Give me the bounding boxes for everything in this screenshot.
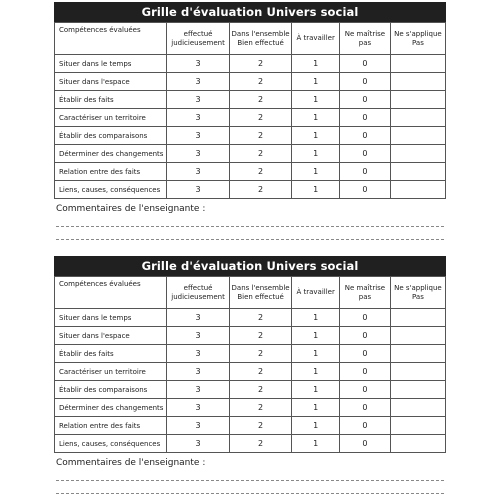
score-cell[interactable]: 0 bbox=[340, 163, 391, 181]
score-cell[interactable]: 3 bbox=[167, 163, 230, 181]
table-row bbox=[55, 145, 446, 163]
score-cell[interactable] bbox=[390, 417, 445, 435]
comment-line[interactable] bbox=[56, 468, 444, 481]
score-cell[interactable]: 0 bbox=[340, 73, 391, 91]
score-cell[interactable] bbox=[390, 363, 445, 381]
score-cell[interactable] bbox=[390, 163, 445, 181]
score-cell[interactable]: 2 bbox=[229, 109, 292, 127]
score-cell[interactable]: 3 bbox=[167, 327, 230, 345]
competency-label: Établir des comparaisons bbox=[55, 381, 167, 399]
score-cell[interactable] bbox=[390, 435, 445, 453]
score-cell[interactable]: 3 bbox=[167, 91, 230, 109]
score-cell[interactable]: 1 bbox=[292, 435, 340, 453]
competency-label: Caractériser un territoire bbox=[55, 109, 167, 127]
score-cell[interactable]: 2 bbox=[229, 345, 292, 363]
table-row bbox=[55, 363, 446, 381]
score-cell[interactable]: 1 bbox=[292, 145, 340, 163]
column-header: Compétences évaluées bbox=[55, 277, 167, 309]
competency-label: Relation entre des faits bbox=[55, 417, 167, 435]
competency-label: Établir des faits bbox=[55, 91, 167, 109]
score-cell[interactable]: 3 bbox=[167, 417, 230, 435]
table-row bbox=[55, 163, 446, 181]
column-header: Ne s'applique Pas bbox=[390, 23, 445, 55]
column-header: Compétences évaluées bbox=[55, 23, 167, 55]
competency-label: Situer dans l'espace bbox=[55, 73, 167, 91]
score-cell[interactable]: 1 bbox=[292, 327, 340, 345]
column-header: Ne s'applique Pas bbox=[390, 277, 445, 309]
score-cell[interactable]: 3 bbox=[167, 399, 230, 417]
comment-line[interactable] bbox=[56, 481, 444, 494]
competency-label: Situer dans l'espace bbox=[55, 327, 167, 345]
score-cell[interactable]: 3 bbox=[167, 435, 230, 453]
score-cell[interactable]: 1 bbox=[292, 181, 340, 199]
score-cell[interactable]: 1 bbox=[292, 399, 340, 417]
score-cell[interactable] bbox=[390, 55, 445, 73]
score-cell[interactable]: 2 bbox=[229, 327, 292, 345]
evaluation-grid-bottom bbox=[54, 256, 446, 494]
evaluation-table bbox=[54, 276, 446, 453]
score-cell[interactable]: 0 bbox=[340, 435, 391, 453]
table-row bbox=[55, 399, 446, 417]
score-cell[interactable]: 0 bbox=[340, 417, 391, 435]
score-cell[interactable] bbox=[390, 145, 445, 163]
table-row bbox=[55, 381, 446, 399]
table-row bbox=[55, 435, 446, 453]
competency-label: Établir des faits bbox=[55, 345, 167, 363]
score-cell[interactable]: 2 bbox=[229, 73, 292, 91]
competency-label: Déterminer des changements bbox=[55, 399, 167, 417]
score-cell[interactable] bbox=[390, 91, 445, 109]
score-cell[interactable]: 3 bbox=[167, 145, 230, 163]
comment-label: Commentaires de l'enseignante : bbox=[56, 204, 206, 214]
column-header: Dans l'ensemble Bien effectué bbox=[229, 277, 292, 309]
score-cell[interactable]: 3 bbox=[167, 363, 230, 381]
grid-title: Grille d'évaluation Univers social bbox=[54, 256, 446, 276]
score-cell[interactable]: 0 bbox=[340, 345, 391, 363]
score-cell[interactable]: 2 bbox=[229, 163, 292, 181]
evaluation-table bbox=[54, 22, 446, 199]
score-cell[interactable]: 3 bbox=[167, 181, 230, 199]
score-cell[interactable]: 0 bbox=[340, 55, 391, 73]
score-cell[interactable] bbox=[390, 127, 445, 145]
competency-label: Liens, causes, conséquences bbox=[55, 181, 167, 199]
score-cell[interactable]: 0 bbox=[340, 109, 391, 127]
score-cell[interactable]: 1 bbox=[292, 55, 340, 73]
table-row bbox=[55, 109, 446, 127]
score-cell[interactable]: 2 bbox=[229, 417, 292, 435]
score-cell[interactable] bbox=[390, 109, 445, 127]
score-cell[interactable]: 2 bbox=[229, 55, 292, 73]
comment-label: Commentaires de l'enseignante : bbox=[56, 458, 206, 468]
table-row bbox=[55, 417, 446, 435]
score-cell[interactable] bbox=[390, 73, 445, 91]
competency-label: Relation entre des faits bbox=[55, 163, 167, 181]
score-cell[interactable]: 2 bbox=[229, 145, 292, 163]
score-cell[interactable]: 2 bbox=[229, 435, 292, 453]
score-cell[interactable]: 1 bbox=[292, 345, 340, 363]
table-row bbox=[55, 181, 446, 199]
score-cell[interactable]: 1 bbox=[292, 91, 340, 109]
score-cell[interactable]: 2 bbox=[229, 91, 292, 109]
score-cell[interactable]: 2 bbox=[229, 381, 292, 399]
column-header: À travailler bbox=[292, 23, 340, 55]
score-cell[interactable]: 0 bbox=[340, 145, 391, 163]
table-row bbox=[55, 309, 446, 327]
competency-label: Déterminer des changements bbox=[55, 145, 167, 163]
score-cell[interactable]: 0 bbox=[340, 327, 391, 345]
score-cell[interactable]: 2 bbox=[229, 127, 292, 145]
score-cell[interactable] bbox=[390, 381, 445, 399]
table-row bbox=[55, 55, 446, 73]
comment-line[interactable] bbox=[56, 227, 444, 240]
score-cell[interactable]: 0 bbox=[340, 309, 391, 327]
header-row bbox=[55, 23, 446, 55]
column-header: Ne maîtrise pas bbox=[340, 277, 391, 309]
score-cell[interactable]: 0 bbox=[340, 127, 391, 145]
column-header: À travailler bbox=[292, 277, 340, 309]
score-cell[interactable] bbox=[390, 181, 445, 199]
score-cell[interactable] bbox=[390, 327, 445, 345]
score-cell[interactable]: 0 bbox=[340, 181, 391, 199]
score-cell[interactable]: 3 bbox=[167, 55, 230, 73]
score-cell[interactable]: 0 bbox=[340, 363, 391, 381]
score-cell[interactable]: 1 bbox=[292, 127, 340, 145]
column-header: Dans l'ensemble Bien effectué bbox=[229, 23, 292, 55]
score-cell[interactable] bbox=[390, 345, 445, 363]
score-cell[interactable]: 1 bbox=[292, 381, 340, 399]
score-cell[interactable]: 1 bbox=[292, 363, 340, 381]
score-cell[interactable]: 1 bbox=[292, 109, 340, 127]
score-cell[interactable]: 1 bbox=[292, 309, 340, 327]
score-cell[interactable]: 2 bbox=[229, 181, 292, 199]
score-cell[interactable]: 0 bbox=[340, 381, 391, 399]
table-row bbox=[55, 345, 446, 363]
competency-label: Liens, causes, conséquences bbox=[55, 435, 167, 453]
column-header: effectué judicieusement bbox=[167, 277, 230, 309]
competency-label: Caractériser un territoire bbox=[55, 363, 167, 381]
score-cell[interactable]: 3 bbox=[167, 73, 230, 91]
score-cell[interactable]: 1 bbox=[292, 163, 340, 181]
table-row bbox=[55, 127, 446, 145]
header-row bbox=[55, 277, 446, 309]
table-row bbox=[55, 327, 446, 345]
score-cell[interactable]: 2 bbox=[229, 363, 292, 381]
evaluation-grid-top bbox=[54, 2, 446, 240]
score-cell[interactable]: 0 bbox=[340, 91, 391, 109]
score-cell[interactable]: 3 bbox=[167, 381, 230, 399]
grid-title: Grille d'évaluation Univers social bbox=[54, 2, 446, 22]
score-cell[interactable]: 3 bbox=[167, 127, 230, 145]
score-cell[interactable]: 0 bbox=[340, 399, 391, 417]
score-cell[interactable]: 3 bbox=[167, 345, 230, 363]
score-cell[interactable]: 1 bbox=[292, 417, 340, 435]
score-cell[interactable] bbox=[390, 309, 445, 327]
score-cell[interactable]: 2 bbox=[229, 309, 292, 327]
score-cell[interactable]: 2 bbox=[229, 399, 292, 417]
score-cell[interactable] bbox=[390, 399, 445, 417]
score-cell[interactable]: 3 bbox=[167, 309, 230, 327]
competency-label: Situer dans le temps bbox=[55, 55, 167, 73]
comment-line[interactable] bbox=[56, 214, 444, 227]
score-cell[interactable]: 1 bbox=[292, 73, 340, 91]
competency-label: Situer dans le temps bbox=[55, 309, 167, 327]
table-row bbox=[55, 73, 446, 91]
column-header: Ne maîtrise pas bbox=[340, 23, 391, 55]
score-cell[interactable]: 3 bbox=[167, 109, 230, 127]
column-header: effectué judicieusement bbox=[167, 23, 230, 55]
table-row bbox=[55, 91, 446, 109]
competency-label: Établir des comparaisons bbox=[55, 127, 167, 145]
